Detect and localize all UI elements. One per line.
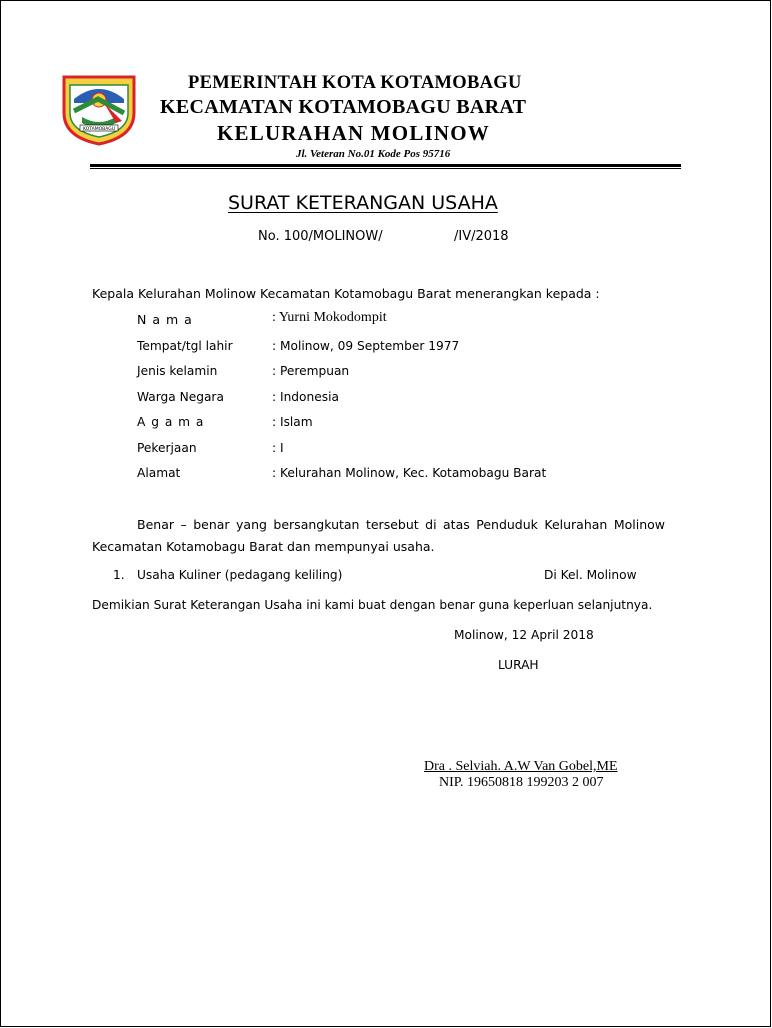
field-label-religion: A g a m a xyxy=(137,415,205,429)
closing-text: Demikian Surat Keterangan Usaha ini kami buat dengan benar guna keperluan selanjutnya. xyxy=(92,598,653,612)
paragraph-line-1: Benar – benar yang bersangkutan tersebut di atas Penduduk Kelurahan Molinow xyxy=(137,517,665,532)
field-value-religion: : Islam xyxy=(272,415,313,429)
field-value-gender: : Perempuan xyxy=(272,364,350,378)
document-number-prefix: No. 100/MOLINOW/ xyxy=(258,229,383,244)
list-item-location: Di Kel. Molinow xyxy=(544,568,637,582)
field-label-occupation: Pekerjaan xyxy=(137,441,197,455)
field-value-occupation: : I xyxy=(272,441,284,455)
field-value-address: : Kelurahan Molinow, Kec. Kotamobagu Barat xyxy=(272,466,547,480)
header-district: KECAMATAN KOTAMOBAGU BARAT xyxy=(160,96,527,118)
field-value-birth: : Molinow, 09 September 1977 xyxy=(272,339,460,353)
field-value-name: : Yurni Mokodompit xyxy=(272,310,387,325)
intro-text: Kepala Kelurahan Molinow Kecamatan Kotamobagu Barat menerangkan kepada : xyxy=(92,286,600,301)
header-government: PEMERINTAH KOTA KOTAMOBAGU xyxy=(188,73,522,93)
header-divider-thick xyxy=(90,164,681,167)
document-title: SURAT KETERANGAN USAHA xyxy=(228,192,498,214)
header-village: KELURAHAN MOLINOW xyxy=(217,121,490,145)
place-date: Molinow, 12 April 2018 xyxy=(454,628,594,642)
field-label-gender: Jenis kelamin xyxy=(137,364,218,378)
document-number-suffix: /IV/2018 xyxy=(454,229,509,244)
field-value-citizenship: : Indonesia xyxy=(272,390,339,404)
header-divider-thin xyxy=(90,168,681,169)
logo-text: KOTAMOBAGU xyxy=(82,127,116,132)
signatory-name: Dra . Selviah. A.W Van Gobel,ME xyxy=(424,759,618,774)
field-label-citizenship: Warga Negara xyxy=(137,390,224,404)
field-label-name: N a m a xyxy=(137,312,193,327)
list-item-business: Usaha Kuliner (pedagang keliling) xyxy=(137,568,343,582)
field-label-birth: Tempat/tgl lahir xyxy=(137,339,233,353)
field-label-address: Alamat xyxy=(137,466,181,480)
kotamobagu-crest-icon xyxy=(60,73,138,147)
signatory-position: LURAH xyxy=(498,658,539,672)
list-item-number: 1. xyxy=(113,568,125,582)
signatory-nip: NIP. 19650818 199203 2 007 xyxy=(439,775,604,790)
paragraph-line-2: Kecamatan Kotamobagu Barat dan mempunyai usaha. xyxy=(92,539,435,554)
header-address: Jl. Veteran No.01 Kode Pos 95716 xyxy=(296,148,451,160)
